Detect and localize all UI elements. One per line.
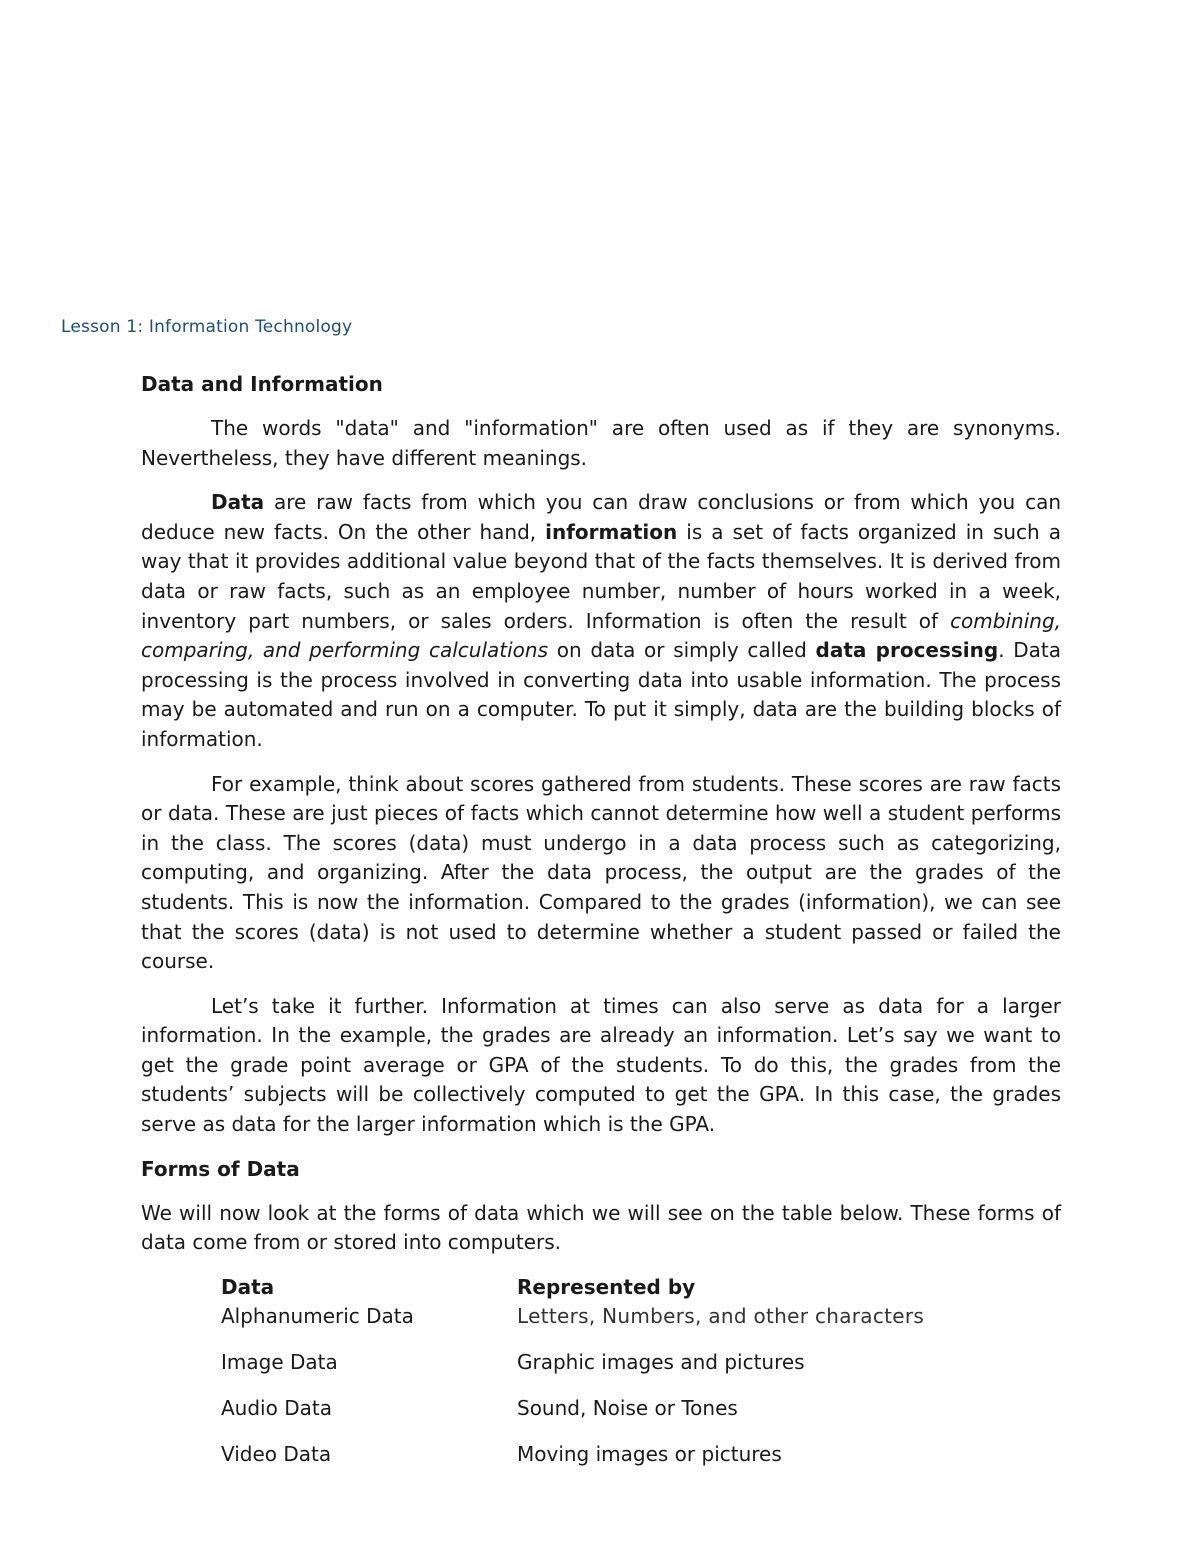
paragraph-example: For example, think about scores gathered from students. These scores are raw facts or data. These are just pieces of facts which cannot determine how well a student performs in the class. The scores (data) must undergo in a data process such as categorizing, computing, and organizing. After the data process, the output are the grades of the students. This is now the information. Compared to the grades (information), we can see that the scores (data) is not used to determine whether a student passed or failed the course.	[141, 771, 1061, 974]
definitions-text-3: on data or simply called	[548, 638, 816, 663]
table-cell-representation: Moving images or pictures	[517, 1442, 782, 1467]
table-row	[221, 1302, 981, 1348]
table-row	[221, 1348, 981, 1394]
lesson-header: Lesson 1: Information Technology	[61, 317, 353, 337]
term-data-processing: data processing	[815, 638, 999, 663]
definitions-text-2: is a set of facts organized in such a way that it provides additional value beyond that of the facts themselves. It is derived from data or raw facts, such as an employee number, number of hours worked in a week, inventory part numbers, or sales orders. Information is often the result of	[141, 519, 1061, 633]
table-header-represented-by: Represented by	[517, 1274, 696, 1299]
table-cell-representation: Sound, Noise or Tones	[517, 1396, 738, 1421]
table-row	[221, 1440, 981, 1486]
italic-phrase: combining, comparing, and performing calculations	[141, 608, 1061, 663]
table-cell-data-type: Image Data	[221, 1350, 338, 1375]
table-cell-data-type: Alphanumeric Data	[221, 1304, 414, 1329]
term-information: information	[545, 519, 678, 544]
term-data: Data	[211, 490, 265, 515]
table-header-row	[221, 1273, 981, 1303]
table-cell-data-type: Audio Data	[221, 1396, 332, 1421]
table-header-data: Data	[221, 1274, 275, 1299]
document-body	[141, 370, 1061, 1486]
paragraph-definitions	[141, 488, 1061, 754]
section-heading-forms-of-data: Forms of Data	[141, 1156, 300, 1181]
table-row	[221, 1394, 981, 1440]
section-heading-data-and-information: Data and Information	[141, 372, 383, 396]
table-cell-representation: Graphic images and pictures	[517, 1350, 805, 1375]
paragraph-further: Let’s take it further. Information at times can also serve as data for a larger information. In the example, the grades are already an information. Let’s say we want to get the grade point average or GPA of the students. To do this, the grades from the students’ subjects will be collectively computed to get the GPA. In this case, the grades serve as data for the larger information which is the GPA.	[141, 993, 1061, 1137]
forms-of-data-table	[221, 1273, 981, 1487]
table-cell-representation: Letters, Numbers, and other characters	[517, 1304, 925, 1329]
definitions-text-1: are raw facts from which you can draw conclusions or from which you can deduce new facts. On the other hand,	[141, 490, 1061, 544]
table-cell-data-type: Video Data	[221, 1442, 332, 1467]
paragraph-intro: The words "data" and "information" are often used as if they are synonyms. Nevertheless, they have different meanings.	[141, 416, 1061, 470]
definitions-text-4: . Data processing is the process involved in converting data into usable information. The process may be automated and run on a computer. To put it simply, data are the building blocks of information.	[141, 638, 1062, 751]
paragraph-forms-intro: We will now look at the forms of data which we will see on the table below. These forms of data come from or stored into computers.	[141, 1200, 1061, 1255]
